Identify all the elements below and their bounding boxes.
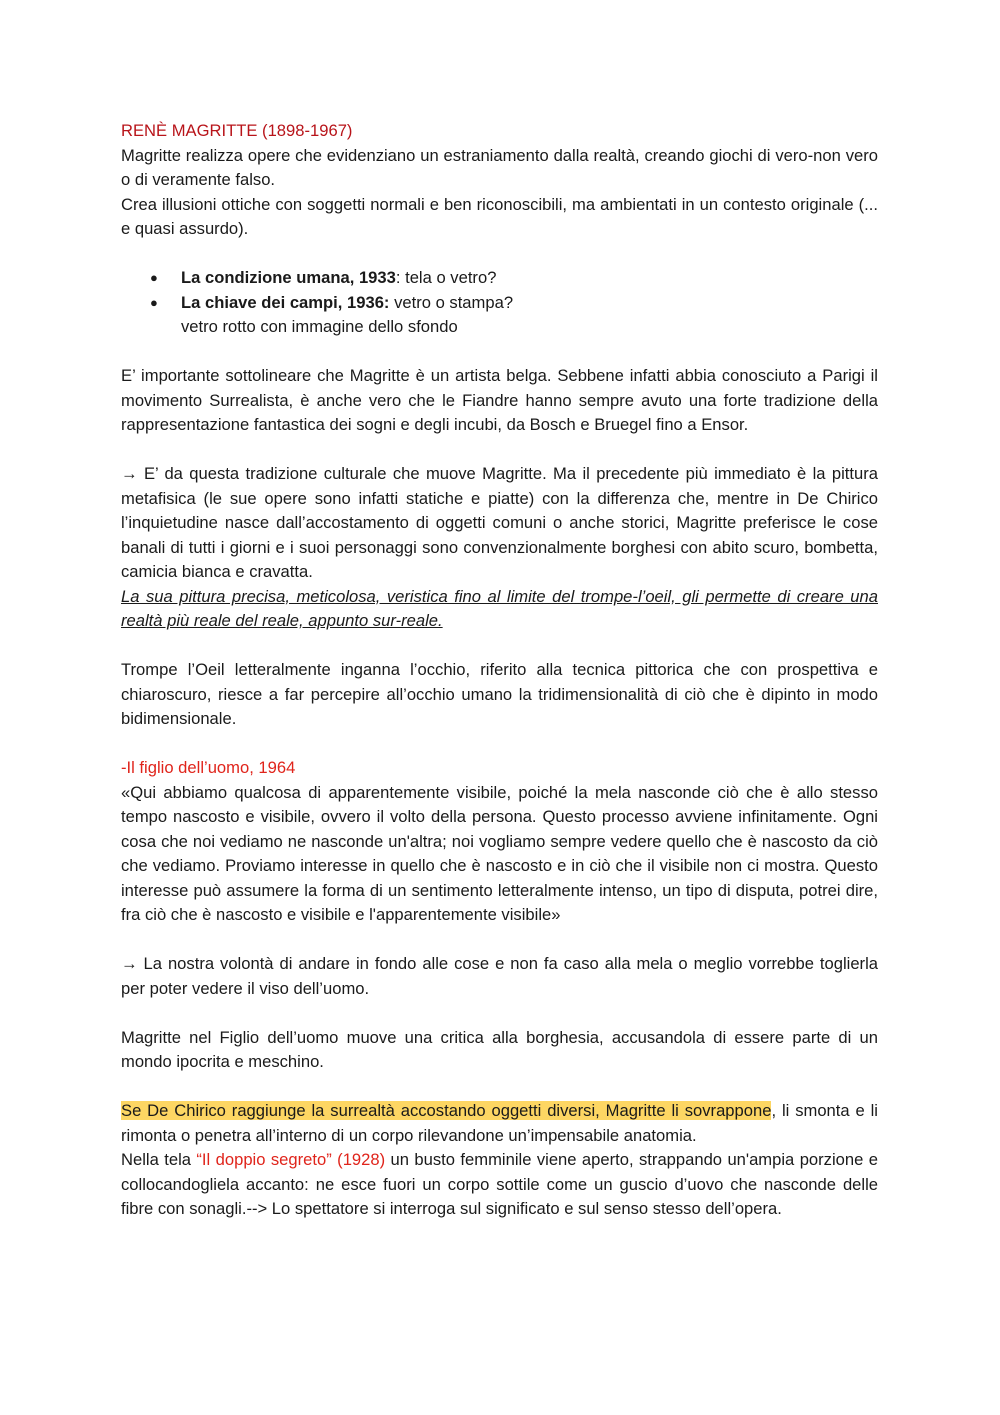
section-heading-figlio: -Il figlio dell’uomo, 1964: [121, 758, 296, 777]
spacer: [121, 634, 878, 659]
intro-paragraph-2: Crea illusioni ottiche con soggetti normali e ben riconoscibili, ma ambientati in un contesto originale (... e quasi assurdo).: [121, 194, 878, 238]
spacer: [121, 928, 878, 953]
paragraph-dechirico-rest: , li smonta e li rimonta o penetra all’interno di un corpo rilevandone un’impensabile anatomia.: [121, 1101, 878, 1145]
spacer: [121, 1075, 878, 1100]
paragraph-critica: Magritte nel Figlio dell’uomo muove una critica alla borghesia, accusandola di essere parte di un mondo ipocrita e meschino.: [121, 1027, 878, 1071]
work-question: : tela o vetro?: [395, 268, 497, 287]
document-page: [121, 119, 878, 1222]
paragraph-dechirico: [121, 1099, 878, 1148]
paragraph-doppio-pre: Nella tela: [121, 1150, 197, 1169]
spacer: [121, 340, 878, 365]
paragraph-belga: E’ importante sottolineare che Magritte è un artista belga. Sebbene infatti abbia conosciuto a Parigi il movimento Surrealista, è anche vero che le Fiandre hanno sempre avuto una forte tradizione della rappresentazione fantastica dei sogni e degli incubi, da Bosch e Bruegel fino a Ensor.: [121, 366, 878, 434]
paragraph-tradizione: → E’ da questa tradizione culturale che muove Magritte. Ma il precedente più immediato è la pittura metafisica (le sue opere sono infatti statiche e piatte) con la differenza che, mentre in De Chirico l’inquietudine nasce dall’accostamento di oggetti comuni o anche storici, Magritte preferisce le cose banali di tutti i giorni e i suoi personaggi sono convenzionalmente borghesi con abito scuro, bombetta, camicia bianca e cravatta.: [121, 464, 878, 581]
work-title-doppio-segreto: “Il doppio segreto” (1928): [196, 1150, 386, 1169]
spacer: [121, 732, 878, 757]
document-title: RENÈ MAGRITTE (1898-1967): [121, 121, 353, 140]
work-title: La condizione umana, 1933: [181, 268, 396, 287]
intro-paragraph-1: Magritte realizza opere che evidenziano un estraniamento dalla realtà, creando giochi di vero-non vero o di veramente falso.: [121, 145, 878, 189]
list-item: [121, 291, 878, 316]
bullet-icon: ●: [150, 270, 158, 285]
spacer: [121, 242, 878, 267]
bullet-note: vetro rotto con immagine dello sfondo: [181, 317, 458, 336]
work-title: La chiave dei campi, 1936:: [181, 292, 390, 312]
quote-paragraph: «Qui abbiamo qualcosa di apparentemente visibile, poiché la mela nasconde ciò che è allo stesso tempo nascosto e visibile, ovvero il volto della persona. Questo processo avviene infinitamente. Ogni cosa che noi vediamo ne nasconde un'altra; noi vogliamo sempre vedere quello che è nascosto da ciò che vediamo. Proviamo interesse in quello che è nascosto e in ciò che il visibile non ci mostra. Questo interesse può assumere la forma di un sentimento letteralmente intenso, un tipo di disputa, potrei dire, fra ciò che è nascosto e visibile e l'apparentemente visibile»: [121, 782, 878, 924]
spacer: [121, 438, 878, 463]
paragraph-doppio-post: un busto femminile viene aperto, strappando un'ampia porzione e collocandogliela accanto: ne esce fuori un corpo sottile come un guscio d’uovo che nasconde delle fibre con sonagli.--> Lo spettatore si interroga sul significato e sul senso stesso dell’opera.: [121, 1150, 878, 1218]
highlighted-text: Se De Chirico raggiunge la surrealtà accostando oggetti diversi, Magritte li sovrappone: [121, 1101, 772, 1120]
spacer: [121, 1001, 878, 1026]
paragraph-trompe-loeil: Trompe l’Oeil letteralmente inganna l’occhio, riferito alla tecnica pittorica che con prospettiva e chiaroscuro, riesce a far percepire all’occhio umano la tridimensionalità di ciò che è dipinto in modo bidimensionale.: [121, 660, 878, 728]
bullet-icon: ●: [150, 294, 158, 310]
work-question: vetro o stampa?: [389, 292, 514, 312]
list-item: [121, 266, 878, 291]
paragraph-doppio-segreto: [121, 1148, 878, 1222]
paragraph-italic-underlined: La sua pittura precisa, meticolosa, veristica fino al limite del trompe-l’oeil, gli permette di creare una realtà più reale del reale, appunto sur-reale.: [121, 586, 878, 630]
works-list: [121, 266, 878, 315]
paragraph-volonta: → La nostra volontà di andare in fondo alle cose e non fa caso alla mela o meglio vorrebbe toglierla per poter vedere il viso dell’uomo.: [121, 954, 878, 998]
